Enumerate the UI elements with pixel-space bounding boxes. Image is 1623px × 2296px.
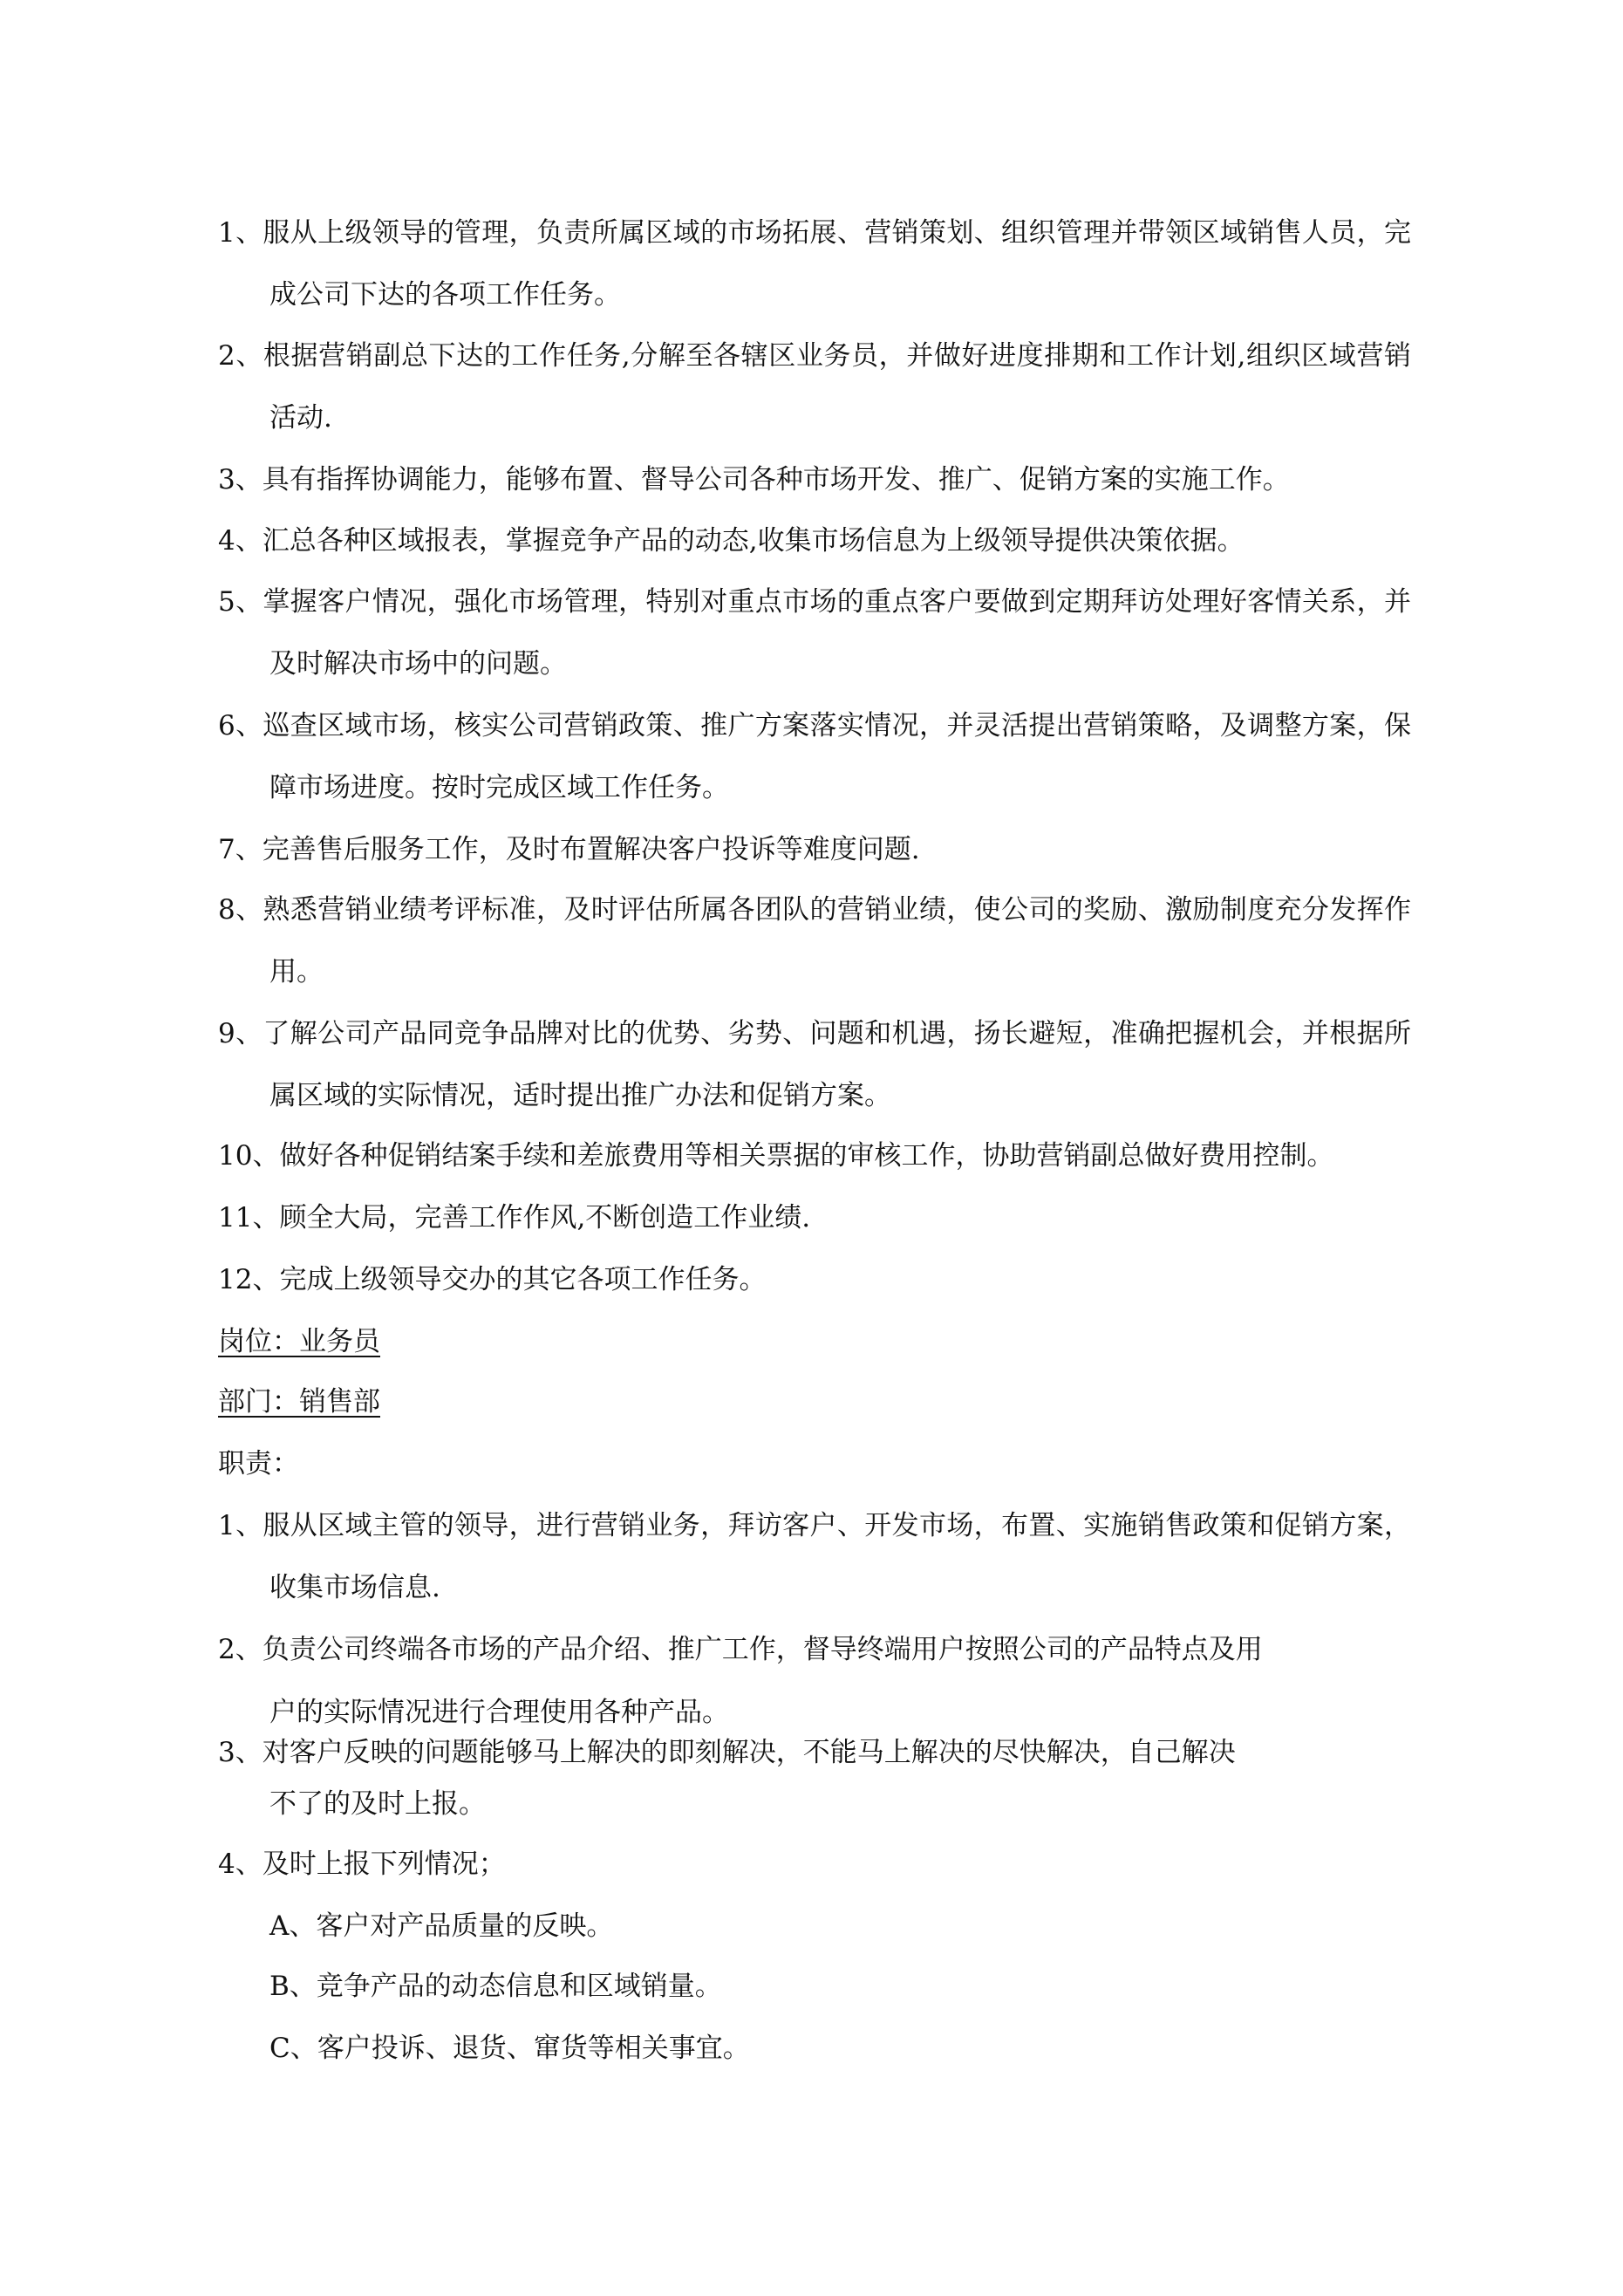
item-2-line-1: 2、根据营销副总下达的工作任务,分解至各辖区业务员，并做好进度排期和工作计划,组织区域营销: [218, 340, 1411, 372]
item-3-line-1: 3、具有指挥协调能力，能够布置、督导公司各种市场开发、推广、促销方案的实施工作。: [218, 464, 1290, 495]
item-10-line-1: 10、做好各种促销结案手续和差旅费用等相关票据的审核工作，协助营销副总做好费用控制。: [218, 1140, 1334, 1172]
item-6-line-2: 障市场进度。按时完成区域工作任务。: [269, 772, 729, 803]
department-heading: 部门：销售部: [218, 1386, 380, 1418]
duty-3-line-1: 3、对客户反映的问题能够马上解决的即刻解决，不能马上解决的尽快解决，自己解决: [218, 1737, 1236, 1768]
report-item-b: B、竞争产品的动态信息和区域销量。: [269, 1971, 722, 2002]
report-item-a: A、客户对产品质量的反映。: [269, 1910, 614, 1942]
item-11-line-1: 11、顾全大局，完善工作作风,不断创造工作业绩.: [218, 1202, 811, 1233]
item-5-line-2: 及时解决市场中的问题。: [269, 648, 567, 680]
item-1-line-1: 1、服从上级领导的管理，负责所属区域的市场拓展、营销策划、组织管理并带领区域销售人员，完: [218, 217, 1411, 249]
duty-2-line-2: 户的实际情况进行合理使用各种产品。: [269, 1697, 729, 1728]
item-7-line-1: 7、完善售后服务工作，及时布置解决客户投诉等难度问题.: [218, 834, 920, 865]
duty-4-line-1: 4、及时上报下列情况；: [218, 1848, 506, 1880]
duty-1-line-2: 收集市场信息.: [269, 1572, 440, 1603]
item-9-line-1: 9、了解公司产品同竞争品牌对比的优势、劣势、问题和机遇，扬长避短，准确把握机会，并根据所: [218, 1018, 1411, 1049]
duty-3-line-2: 不了的及时上报。: [269, 1788, 486, 1820]
item-6-line-1: 6、巡查区域市场，核实公司营销政策、推广方案落实情况，并灵活提出营销策略，及调整方案，保: [218, 710, 1411, 741]
report-item-c: C、客户投诉、退货、窜货等相关事宜。: [269, 2033, 750, 2064]
item-2-line-2: 活动.: [269, 402, 332, 434]
duties-heading: 职责：: [218, 1448, 299, 1479]
item-1-line-2: 成公司下达的各项工作任务。: [269, 279, 621, 311]
item-9-line-2: 属区域的实际情况，适时提出推广办法和促销方案。: [269, 1080, 891, 1111]
item-12-line-1: 12、完成上级领导交办的其它各项工作任务。: [218, 1264, 767, 1295]
position-heading: 岗位：业务员: [218, 1326, 380, 1357]
item-8-line-1: 8、熟悉营销业绩考评标准，及时评估所属各团队的营销业绩，使公司的奖励、激励制度充分发挥作: [218, 894, 1411, 926]
item-5-line-1: 5、掌握客户情况，强化市场管理，特别对重点市场的重点客户要做到定期拜访处理好客情关系，并: [218, 586, 1411, 618]
duty-2-line-1: 2、负责公司终端各市场的产品介绍、推广工作，督导终端用户按照公司的产品特点及用: [218, 1634, 1263, 1665]
item-4-line-1: 4、汇总各种区域报表，掌握竞争产品的动态,收集市场信息为上级领导提供决策依据。: [218, 525, 1245, 557]
item-8-line-2: 用。: [269, 956, 324, 987]
duty-1-line-1: 1、服从区域主管的领导，进行营销业务，拜访客户、开发市场，布置、实施销售政策和促销方案，: [218, 1510, 1411, 1541]
